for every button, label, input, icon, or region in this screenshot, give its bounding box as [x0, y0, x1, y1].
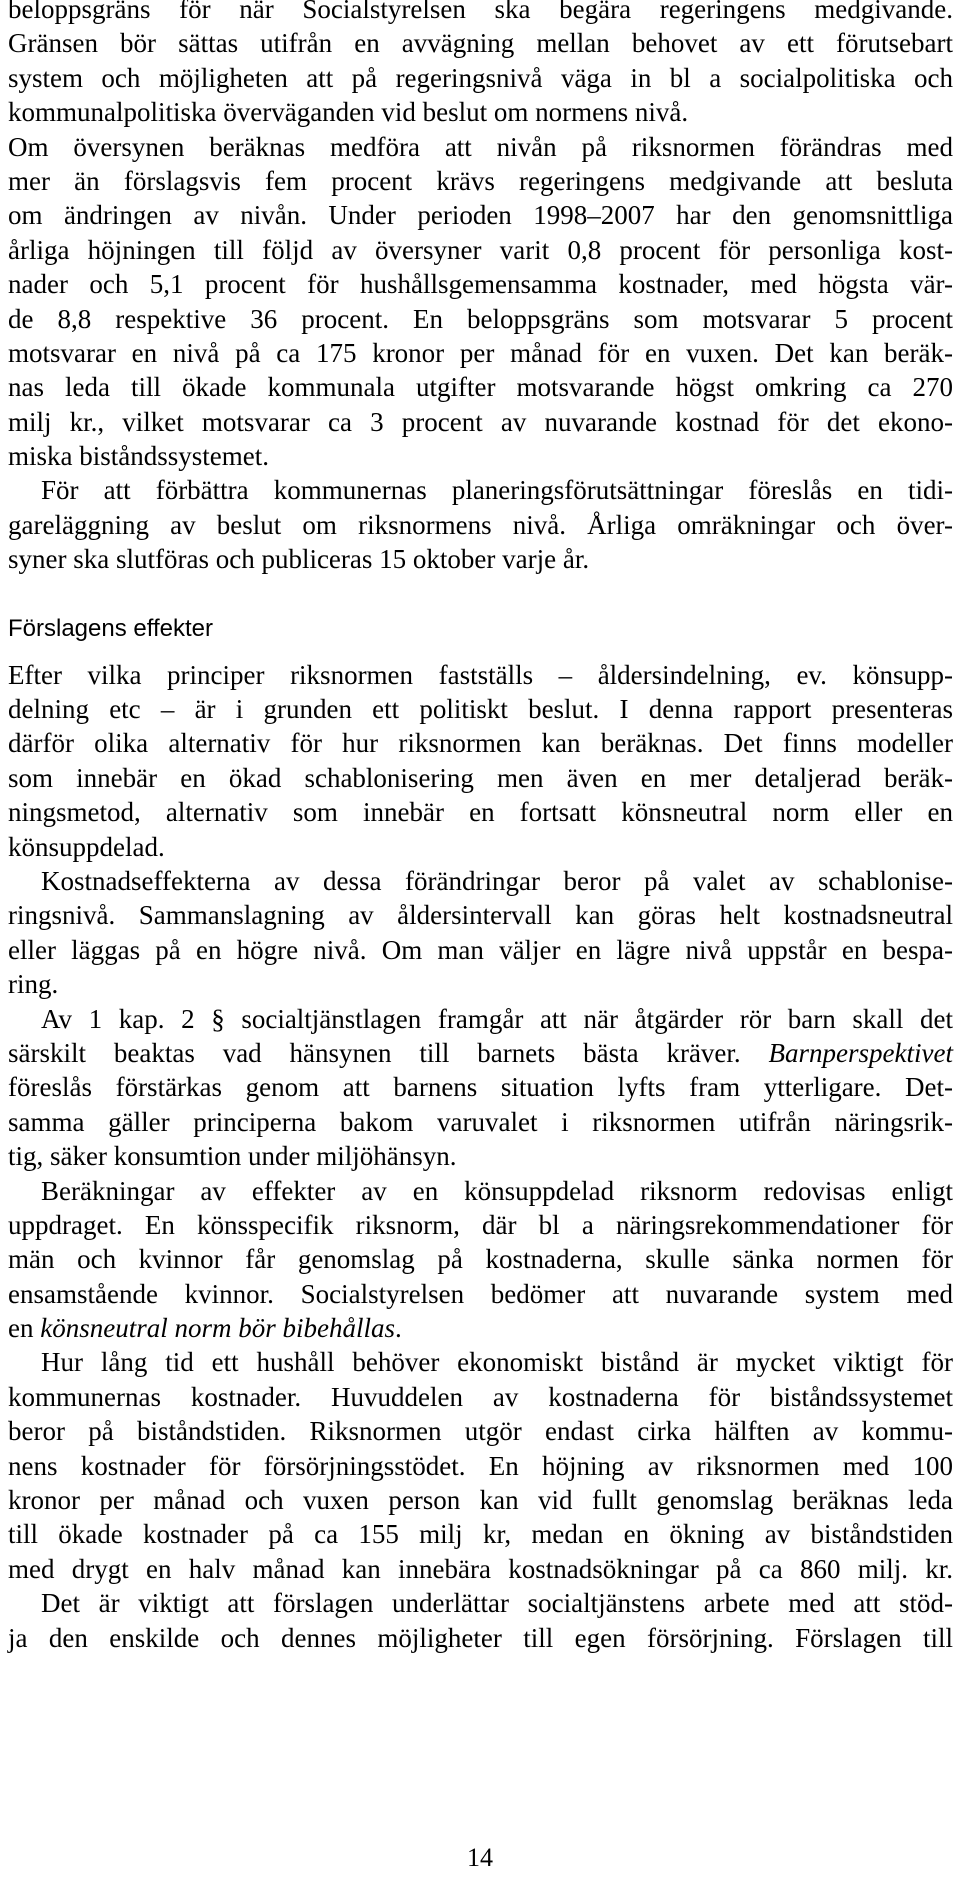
- emphasis-text: Barnperspektivet: [768, 1037, 953, 1068]
- text-line: [8, 1311, 953, 1345]
- text-line: kommunernas kostnader. Huvuddelen av kostnaderna för biståndssystemet: [8, 1381, 953, 1412]
- text-line: [8, 1036, 953, 1070]
- paragraph-intro-3: [8, 473, 953, 576]
- text-line: Beräkningar av effekter av en könsuppdelad riksnorm redovisas enligt: [41, 1175, 953, 1206]
- text-line: Det är viktigt att förslagen underlättar socialtjänstens arbete med att stöd-: [41, 1588, 953, 1619]
- text-line: män och kvinnor får genomslag på kostnaderna, skulle sänka normen för: [8, 1244, 953, 1275]
- paragraph-effects-2: [8, 864, 953, 1002]
- text-line: beror på biståndstiden. Riksnormen utgör endast cirka hälften av kommu-: [8, 1416, 953, 1447]
- text-line: ensamstående kvinnor. Socialstyrelsen bedömer att nuvarande system med: [8, 1278, 953, 1309]
- text-line: beloppsgräns för när Socialstyrelsen ska begära regeringens medgivande.: [8, 0, 953, 24]
- text-line: föreslås förstärkas genom att barnens situation lyfts fram ytterligare. Det-: [8, 1072, 953, 1103]
- page-number: 14: [467, 1843, 493, 1872]
- text-line: uppdraget. En könsspecifik riksnorm, där bl a näringsrekommendationer för: [8, 1209, 953, 1240]
- document-page: [8, 0, 953, 1655]
- text-line: ja den enskilde och dennes möjligheter till egen försörjning. Förslagen till: [8, 1622, 953, 1653]
- text-line: motsvarar en nivå på ca 175 kronor per månad för en vuxen. Det kan beräk-: [8, 337, 953, 368]
- paragraph-effects-6: [8, 1586, 953, 1655]
- text-line: till ökade kostnader på ca 155 milj kr, medan en ökning av biståndstiden: [8, 1519, 953, 1550]
- text-line: som innebär en ökad schablonisering men även en mer detaljerad beräk-: [8, 762, 953, 793]
- text-line: tig, säker konsumtion under miljöhänsyn.: [8, 1141, 457, 1172]
- text-segment: särskilt beaktas vad hänsynen till barnets bästa kräver.: [8, 1037, 741, 1068]
- text-line: de 8,8 respektive 36 procent. En beloppsgräns som motsvarar 5 procent: [8, 303, 953, 334]
- emphasis-text: könsneutral norm bör bibehållas: [40, 1313, 395, 1344]
- text-line: kronor per månad och vuxen person kan vid fullt genomslag beräknas leda: [8, 1485, 953, 1516]
- text-line: Om översynen beräknas medföra att nivån på riksnormen förändras med: [8, 131, 953, 162]
- text-line: nas leda till ökade kommunala utgifter motsvarande högst omkring ca 270: [8, 372, 953, 403]
- text-line: samma gäller principerna bakom varuvalet i riksnormen utifrån näringsrik-: [8, 1106, 953, 1137]
- text-line: ringsnivå. Sammanslagning av åldersintervall kan göras helt kostnadsneutral: [8, 900, 953, 931]
- text-line: ningsmetod, alternativ som innebär en fortsatt könsneutral norm eller en: [8, 797, 953, 828]
- paragraph-effects-1: [8, 658, 953, 864]
- text-line: därför olika alternativ för hur riksnormen kan beräknas. Det finns modeller: [8, 728, 953, 759]
- text-line: syner ska slutföras och publiceras 15 oktober varje år.: [8, 544, 590, 575]
- text-line: årliga höjningen till följd av översyner varit 0,8 procent för personliga kost-: [8, 234, 953, 265]
- text-line: om ändringen av nivån. Under perioden 1998–2007 har den genomsnittliga: [8, 200, 953, 231]
- text-line: Kostnadseffekterna av dessa förändringar beror på valet av schablonise-: [41, 865, 953, 896]
- text-line: Efter vilka principer riksnormen fastställs – åldersindelning, ev. könsupp-: [8, 659, 953, 690]
- text-line: Hur lång tid ett hushåll behöver ekonomiskt bistånd är mycket viktigt för: [41, 1347, 953, 1378]
- text-line: kommunalpolitiska överväganden vid beslut om normens nivå.: [8, 97, 689, 128]
- text-line: system och möjligheten att på regeringsnivå väga in bl a socialpolitiska och: [8, 62, 953, 93]
- text-line: nens kostnader för försörjningsstödet. En höjning av riksnormen med 100: [8, 1450, 953, 1481]
- text-line: milj kr., vilket motsvarar ca 3 procent av nuvarande kostnad för det ekono-: [8, 406, 953, 437]
- paragraph-effects-5: [8, 1345, 953, 1586]
- paragraph-intro-1: [8, 0, 953, 130]
- text-line: För att förbättra kommunernas planeringsförutsättningar föreslås en tidi-: [41, 475, 953, 506]
- text-line: gareläggning av beslut om riksnormens nivå. Årliga omräkningar och över-: [8, 509, 953, 540]
- paragraph-effects-3: [8, 1002, 953, 1174]
- text-line: Av 1 kap. 2 § socialtjänstlagen framgår att när åtgärder rör barn skall det: [41, 1003, 953, 1034]
- text-line: ring.: [8, 969, 59, 1000]
- text-line: mer än förslagsvis fem procent krävs regeringens medgivande att besluta: [8, 165, 953, 196]
- text-line: könsuppdelad.: [8, 831, 165, 862]
- section-heading: Förslagens effekter: [8, 614, 213, 642]
- text-line: Gränsen bör sättas utifrån en avvägning mellan behovet av ett förutsebart: [8, 28, 953, 59]
- text-line: miska biståndssystemet.: [8, 441, 269, 472]
- paragraph-effects-4: [8, 1174, 953, 1346]
- text-line: nader och 5,1 procent för hushållsgemensamma kostnader, med högsta vär-: [8, 269, 953, 300]
- text-line: med drygt en halv månad kan innebära kostnadsökningar på ca 860 milj. kr.: [8, 1553, 953, 1584]
- text-segment: .: [394, 1313, 402, 1344]
- text-line: eller läggas på en högre nivå. Om man väljer en lägre nivå uppstår en bespa-: [8, 934, 953, 965]
- paragraph-intro-2: [8, 130, 953, 474]
- text-segment: en: [8, 1313, 34, 1344]
- text-line: delning etc – är i grunden ett politiskt beslut. I denna rapport presenteras: [8, 694, 953, 725]
